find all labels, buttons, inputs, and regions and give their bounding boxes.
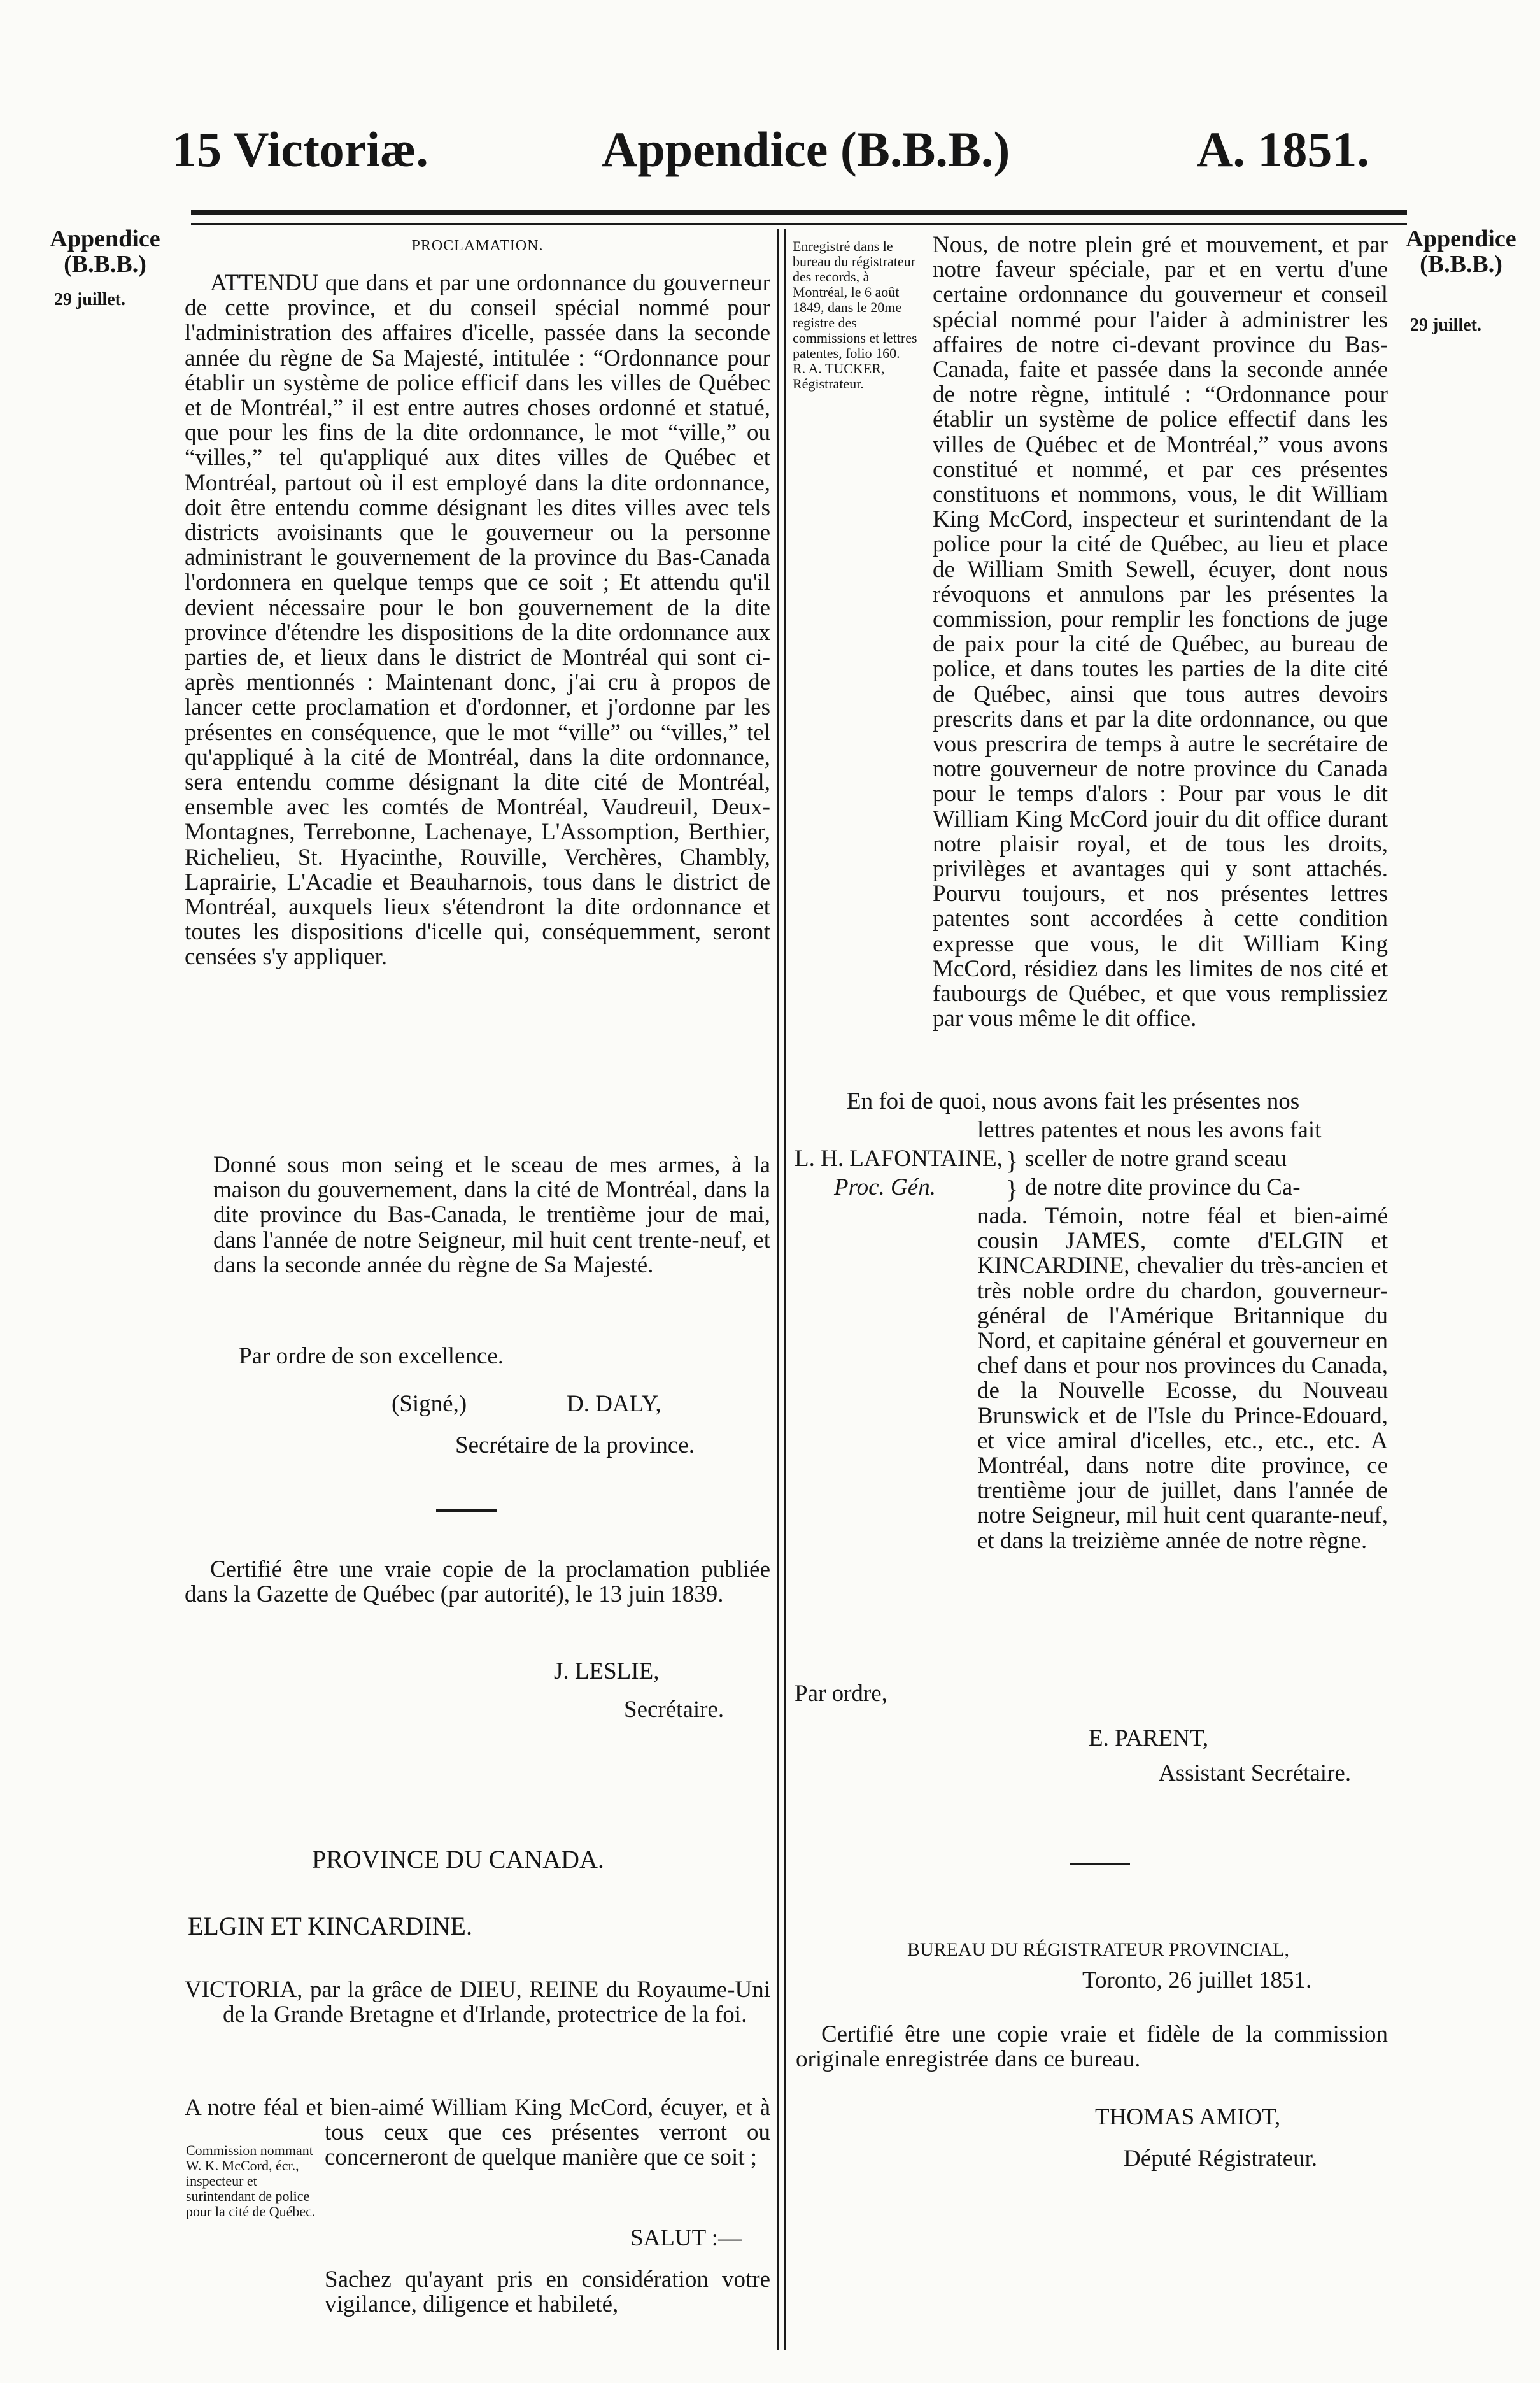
witness-text: nada. Témoin, notre féal et bien-aimé cousin JAMES, comte d'ELGIN et KINCARDINE, chevalier du très-ancien et très noble ordre du chardon, gouverneur-général de l'Amérique Britannique du Nord, et capitaine général et gouverneur en chef dans et pour nos provinces du Canada, de la Nouvelle Ecosse, du Nouveau Brunswick et de l'Isle du Prince-Edouard, et vice amiral d'icelles, etc., etc., etc. A Montréal, dans notre dite province, ce trentième jour de juillet, dans l'année de notre Seigneur, mil huit cent quarante-neuf, et dans la treizième année de notre règne. bbox=[977, 1203, 1388, 1554]
right-margin-title: Appendice bbox=[1406, 225, 1516, 252]
certified-proclamation bbox=[185, 1557, 770, 1607]
column-rule-1 bbox=[777, 229, 779, 2350]
certified-commission-text: Certifié être une copie vraie et fidèle de la commission originale enregistrée dans ce bureau. bbox=[796, 2021, 1388, 2073]
victoria-text: VICTORIA, par la grâce de DIEU, REINE du Royaume-Uni de la Grande Bretagne et d'Irlande, protectrice de la foi. bbox=[185, 1977, 770, 2028]
registration-signer-title: Régistrateur. bbox=[793, 376, 864, 392]
foi-line-1: En foi de quoi, nous avons fait les présentes nos bbox=[847, 1088, 1300, 1114]
header-appendix: Appendice (B.B.B.) bbox=[602, 122, 1010, 177]
proclamation-text: ATTENDU que dans et par une ordonnance du gouverneur de cette province, et du conseil spécial nommé pour l'administration des affaires d'icelle, passée dans la seconde année du règne de Sa Majesté, intitulée : “Ordonnance pour établir un système de police efficif dans les villes de Québec et de Montréal,” il est entre autres choses ordonné et statué, que pour les fins de la dite ordonnance, le mot “ville,” ou “villes,” tel qu'appliqué aux dites villes de Québec et Montréal, partout où il est employé dans la dite ordonnance, doit être entendu comme désignant les dites villes avec tels districts avoisinants que le gouverneur ou la personne administrant le gouvernement de la province du Bas-Canada l'ordonnera en quelque temps que ce soit ; Et attendu qu'il devient nécessaire pour le bon gouvernement de la dite province d'étendre les dispositions de la dite ordonnance aux parties de, et lieux dans le district de Montréal qui sont ci-après mentionnés : Maintenant donc, j'ai cru à propos de lancer cette proclamation et d'ordonner, et j'ordonne par les présentes en conséquence, que le mot “ville” ou “villes,” tel qu'appliqué à la cité de Montréal, dans la dite ordonnance, sera entendu comme désignant la dite cité de Montréal, ensemble avec les comtés de Montréal, Vaudreuil, Deux-Montagnes, Terrebonne, Lachenaye, L'Assomption, Berthier, Richelieu, St. Hyacinthe, Rouville, Verchères, Chambly, Laprairie, L'Acadie et Beauharnois, tous dans le district de Montréal, auxquels lieux s'étendront la dite ordonnance et toutes les dispositions d'icelle qui, conséquemment, seront censées s'y appliquer. bbox=[185, 270, 770, 971]
column-rule-2 bbox=[784, 229, 786, 2350]
commission-margin-note: Commission nommant W. K. McCord, écr., inspecteur et surintendant de police pour la cité de Québec. bbox=[186, 2142, 316, 2219]
certified-commission bbox=[796, 2022, 1388, 2072]
left-margin-appendix bbox=[38, 226, 172, 277]
header-year: A. 1851. bbox=[1197, 122, 1369, 177]
given-text: Donné sous mon seing et le sceau de mes armes, à la maison du gouvernement, dans la cité de Montréal, dans la dite province du Bas-Canada, le trentième jour de mai, dans l'année de notre Seigneur, mil huit cent trente-neuf, et dans la seconde année du règne de Sa Majesté. bbox=[213, 1152, 770, 1278]
greeting-text: A notre féal et bien-aimé William King McCord, écuyer, et à tous ceux que ces présentes verront ou concerneront de quelque manière que ce soit ; bbox=[185, 2095, 770, 2171]
sachez-text: Sachez qu'ayant pris en considération votre vigilance, diligence et habileté, bbox=[325, 2266, 770, 2318]
signer-leslie-title: Secrétaire. bbox=[624, 1697, 724, 1723]
commission-body bbox=[796, 232, 1388, 1032]
lafontaine-signature: L. H. LAFONTAINE, bbox=[795, 1146, 1003, 1172]
signer-amiot-title: Député Régistrateur. bbox=[1124, 2145, 1318, 2172]
toronto-date: Toronto, 26 juillet 1851. bbox=[1082, 1967, 1312, 1993]
signer-leslie: J. LESLIE, bbox=[554, 1658, 660, 1684]
registration-text: Enregistré dans le bureau du régistrateur des records, à Montréal, le 6 août 1849, dans le 20me registre des commissions et lettres patentes, folio 160. bbox=[793, 238, 917, 361]
left-margin-title: Appendice bbox=[50, 225, 160, 252]
order-line: Par ordre de son excellence. bbox=[239, 1343, 504, 1369]
foi-line-2: lettres patentes et nous les avons fait bbox=[977, 1117, 1322, 1143]
province-heading: PROVINCE DU CANADA. bbox=[312, 1845, 604, 1874]
salut: SALUT :— bbox=[630, 2225, 742, 2251]
signed-label: (Signé,) bbox=[392, 1391, 467, 1417]
separator-dash bbox=[436, 1509, 497, 1512]
signer-daly: D. DALY, bbox=[567, 1391, 661, 1417]
header-rule-thin bbox=[191, 223, 1407, 225]
separator-dash-right bbox=[1070, 1863, 1130, 1865]
certified-text: Certifié être une vraie copie de la proclamation publiée dans la Gazette de Québec (par autorité), le 13 juin 1839. bbox=[185, 1556, 770, 1608]
signer-amiot: THOMAS AMIOT, bbox=[1095, 2104, 1281, 2130]
sceller-line-2: de notre dite province du Ca- bbox=[1025, 1174, 1301, 1200]
par-ordre: Par ordre, bbox=[795, 1681, 887, 1707]
proclamation-heading: PROCLAMATION. bbox=[411, 238, 544, 254]
left-margin-code: (B.B.B.) bbox=[64, 251, 146, 278]
signer-daly-title: Secrétaire de la province. bbox=[455, 1432, 695, 1458]
header-rule-thick bbox=[191, 210, 1407, 215]
registration-signer: R. A. TUCKER, bbox=[793, 360, 885, 376]
proclamation-body bbox=[185, 271, 770, 970]
brace: } } bbox=[1006, 1146, 1019, 1204]
victoria-intro bbox=[185, 1977, 770, 2027]
right-margin-date: 29 juillet. bbox=[1410, 315, 1481, 335]
signer-parent: E. PARENT, bbox=[1089, 1725, 1209, 1751]
right-margin-appendix bbox=[1394, 226, 1528, 277]
lafontaine-title: Proc. Gén. bbox=[834, 1174, 936, 1200]
sceller-line-1: sceller de notre grand sceau bbox=[1025, 1146, 1287, 1172]
signer-parent-title: Assistant Secrétaire. bbox=[1159, 1760, 1352, 1786]
bureau-heading: BUREAU DU RÉGISTRATEUR PROVINCIAL, bbox=[907, 1939, 1289, 1960]
given-under-seal bbox=[213, 1153, 770, 1277]
right-margin-code: (B.B.B.) bbox=[1420, 251, 1502, 278]
elgin-heading: ELGIN ET KINCARDINE. bbox=[188, 1912, 472, 1940]
commission-text: Nous, de notre plein gré et mouvement, et par notre faveur spéciale, par et en vertu d'une certaine ordonnance du gouverneur et conseil spécial nommé pour l'aider à administrer les affaires de notre ci-devant province du Bas-Canada, faite et passée dans la seconde année de notre règne, intitulé : “Ordonnance pour établir un système de police effectif dans les villes de Québec et de Montréal,” vous avons constitué et nommé, et par ces présentes constituons et nommons, vous, le dit William King McCord, inspecteur et surintendant de la police pour la cité de Québec, au lieu et place de William Smith Sewell, écuyer, dont nous révoquons et annulons par les présentes la commission, pour remplir les fonctions de juge de paix pour la cité de Québec, au bureau de police, et dans toutes les parties de la dite cité de Québec, ainsi que tous autres devoirs prescrits dans et par la dite ordonnance, ou que vous prescrira de temps à autre le secrétaire de notre gouverneur de notre province du Canada pour le temps d'alors : Pour par vous le dit William King McCord jouir du dit office durant notre plaisir royal, et de tous les droits, privilèges et avantages qui y sont attachés. Pourvu toujours, et nos présentes lettres patentes sont accordées à cette condition expresse que vous, le dit William King McCord, résidiez dans les limites de nos cité et faubourgs de Québec, et que vous remplissiez par vous même le dit office. bbox=[933, 232, 1388, 1032]
header-volume: 15 Victoriæ. bbox=[172, 122, 428, 177]
left-margin-date: 29 juillet. bbox=[54, 290, 125, 309]
